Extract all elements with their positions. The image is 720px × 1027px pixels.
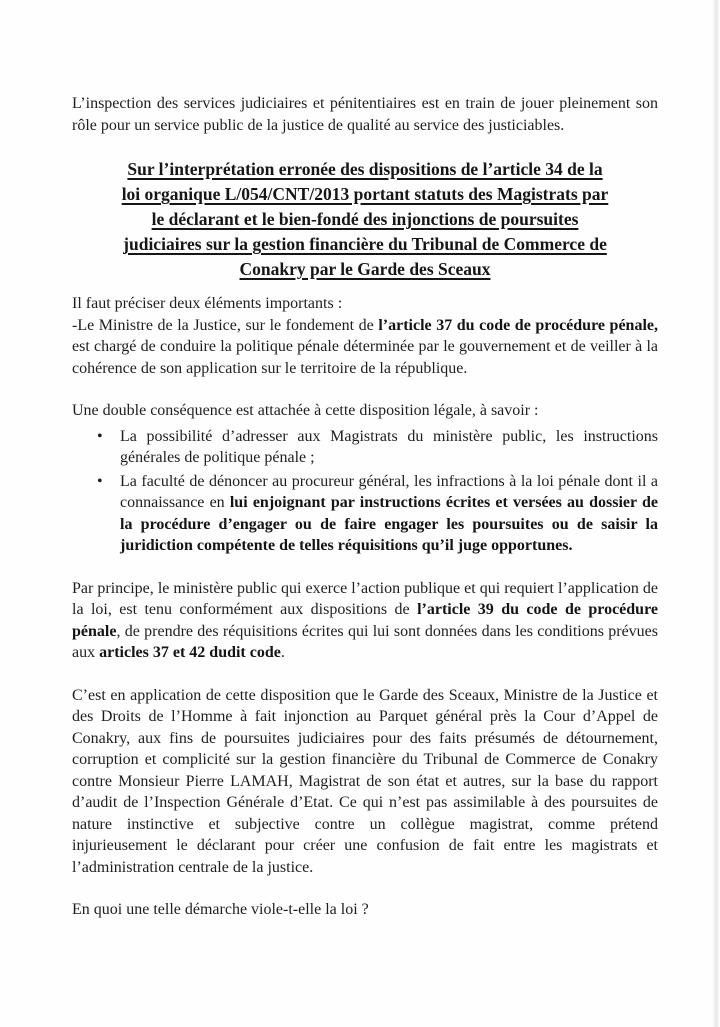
bold-text-run: articles 37 et 42 dudit code xyxy=(99,644,281,661)
text-run: C’est en application de cette disposition que le Garde des Sceaux, Ministre de la Justice et des Droits de l’Homme à fait injonction au Parquet général près la Cour d’Appel de Conakry, aux fins de poursuites judiciaires pour des faits présumés de détournement, corruption et complicité sur la gestion financière du Tribunal de Commerce de Conakry contre Monsieur Pierre LAMAH, Magistrat de son état et autres, sur la base du rapport d’audit de l’Inspection Générale d’Etat. Ce qui n’est pas assimilable à des poursuites de nature instinctive et subjective contre un collègue magistrat, comme prétend injurieusement le déclarant pour créer une confusion de fait entre les magistrats et l’administration centrale de la justice. xyxy=(72,686,658,876)
elements-paragraph xyxy=(72,293,658,379)
heading-line xyxy=(72,182,658,207)
double-consequence-paragraph xyxy=(72,400,658,422)
page-edge-shadow xyxy=(712,0,720,1027)
heading-line-text: Conakry par le Garde des Sceaux xyxy=(239,259,491,279)
text-run: , de prendre des réquisitions écrites qui lui sont données dans les conditions prévues aux xyxy=(72,622,658,661)
text-run: La faculté de dénoncer au procureur général, les infractions à la loi pénale dont il a connaissance en xyxy=(120,472,658,511)
heading-line-text: Sur l’interprétation erronée des dispositions de l’article 34 de la xyxy=(127,159,603,179)
list-item-text xyxy=(120,471,658,557)
list-item-text xyxy=(120,426,658,469)
document-body xyxy=(72,93,658,921)
par-principe-paragraph xyxy=(72,578,658,664)
bold-text-run: lui enjoignant par instructions écrites et versées au dossier de la procédure d’engager ou de faire engager les poursuites ou de saisir la juridiction compétente de telles réquisitions qu’il juge opportunes. xyxy=(120,494,658,554)
closing-question xyxy=(72,899,658,921)
heading-line-text: loi organique L/054/CNT/2013 portant statuts des Magistrats par xyxy=(121,184,609,204)
bullet-icon: • xyxy=(97,427,103,445)
heading-line xyxy=(72,157,658,182)
text-run: En quoi une telle démarche viole-t-elle la loi ? xyxy=(72,901,369,918)
text-run: -Le Ministre de la Justice, sur le fondement de xyxy=(72,316,379,334)
list-item xyxy=(72,471,658,557)
text-run: L’inspection des services judiciaires et pénitentiaires est en train de jouer pleinement son rôle pour un service public de la justice de qualité au service des justiciables. xyxy=(72,95,658,134)
text-run: Par principe, le ministère public qui exerce l’action publique et qui requiert l’application de la loi, est tenu conformément aux dispositions de xyxy=(72,579,658,618)
list-item xyxy=(72,426,658,469)
text-run: . xyxy=(280,644,285,661)
intro-paragraph xyxy=(72,93,658,136)
text-run: Une double conséquence est attachée à cette disposition légale, à savoir : xyxy=(72,402,539,419)
bullet-icon: • xyxy=(97,472,103,490)
bold-text-run: l’article 37 du code de procédure pénale, xyxy=(378,316,659,334)
heading-line xyxy=(72,232,658,257)
consequences-list xyxy=(72,426,658,557)
text-run: est chargé de conduire la politique pénale déterminée par le gouvernement et de veiller à la cohérence de son application sur le territoire de la république. xyxy=(72,338,658,377)
application-paragraph xyxy=(72,685,658,879)
text-run: La possibilité d’adresser aux Magistrats du ministère public, les instructions générales de politique pénale ; xyxy=(120,427,658,466)
text-run: Il faut préciser deux éléments importants : xyxy=(72,295,343,312)
heading-line-text: le déclarant et le bien-fondé des injonctions de poursuites xyxy=(151,209,579,229)
heading-line xyxy=(72,207,658,232)
section-heading xyxy=(72,157,658,282)
bold-text-run: l’article 39 du code de procédure pénale xyxy=(72,601,658,640)
heading-line xyxy=(72,257,658,282)
heading-line-text: judiciaires sur la gestion financière du Tribunal de Commerce de xyxy=(123,234,607,254)
